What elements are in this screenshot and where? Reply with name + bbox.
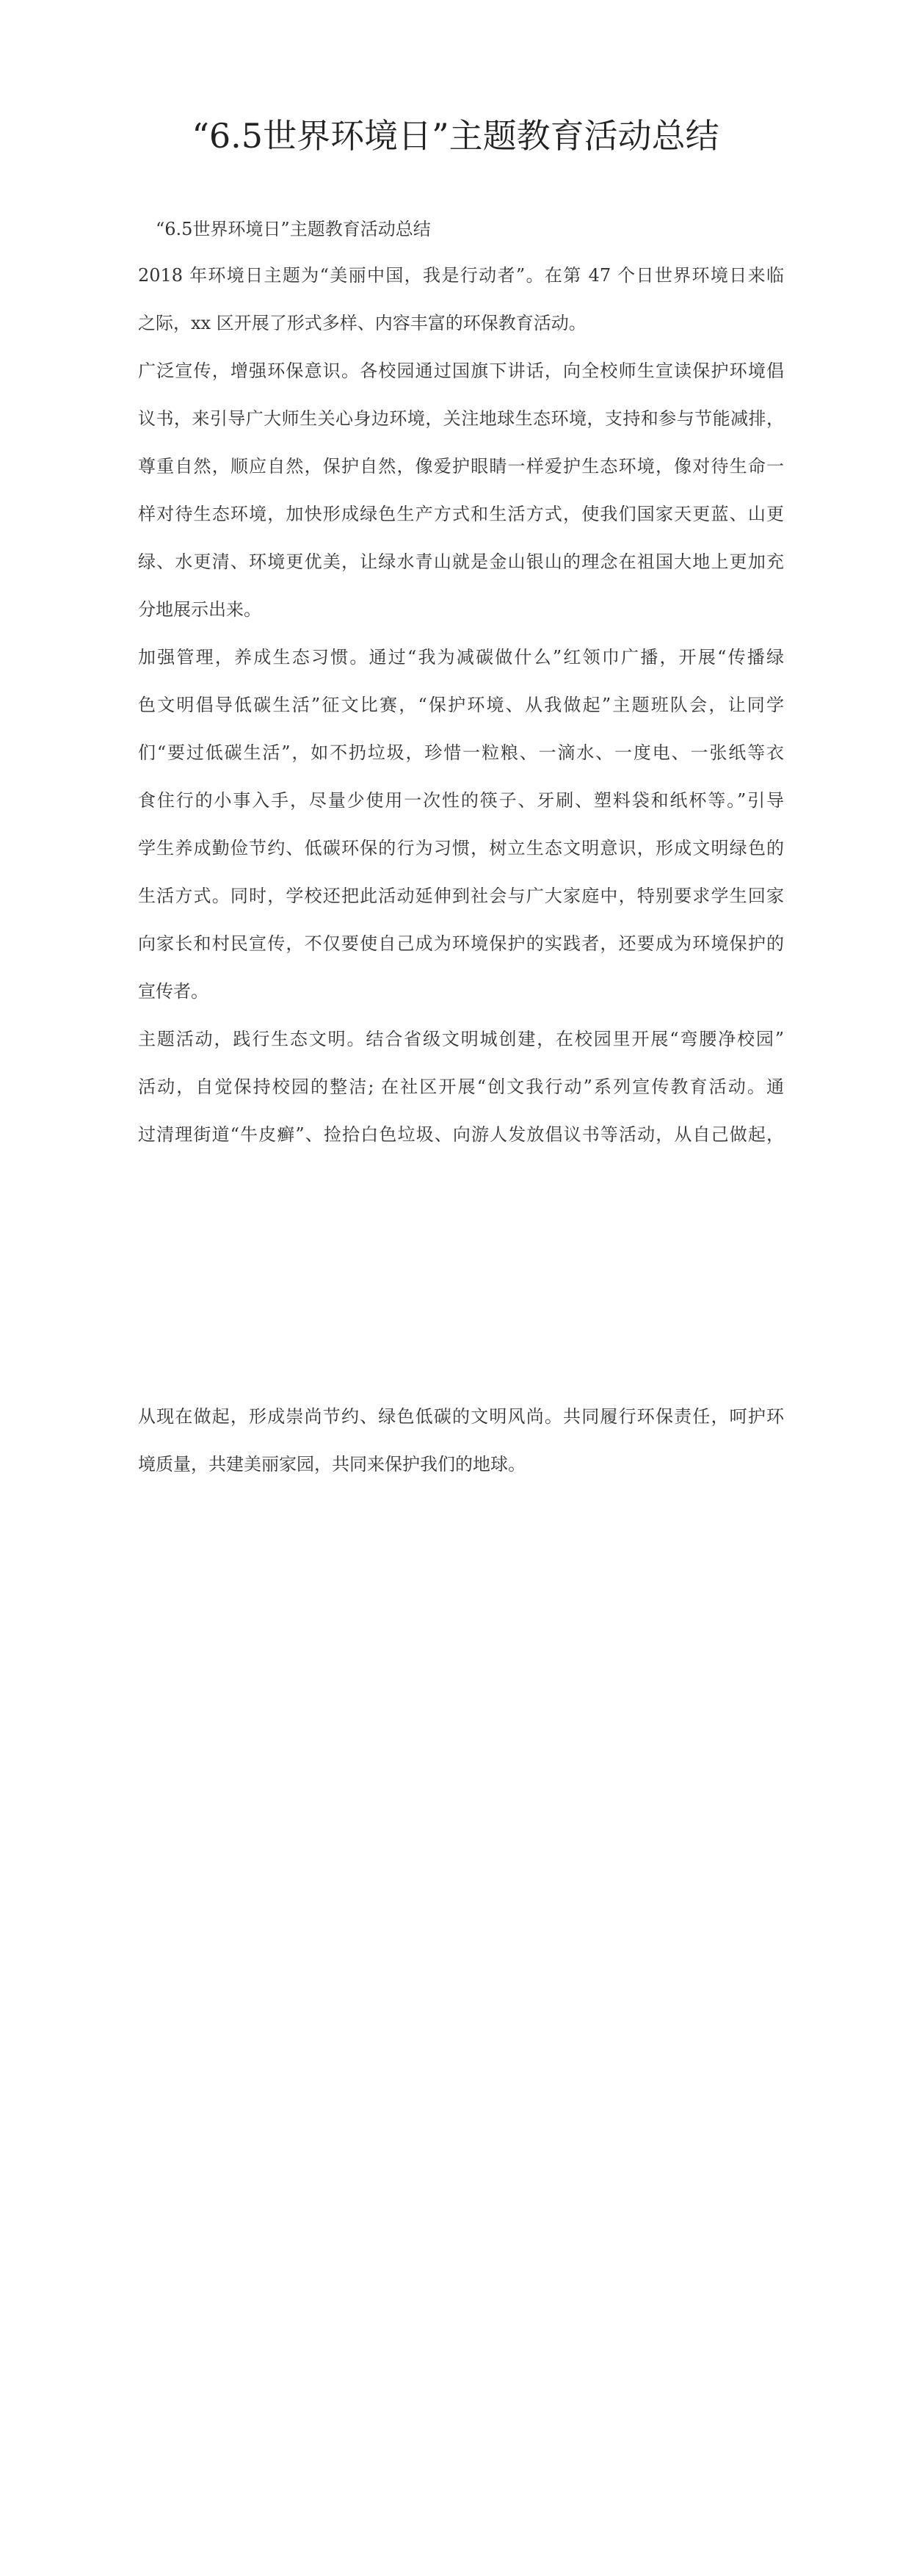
body-line: 过清理街道“牛皮癣”、捡拾白色垃圾、向游人发放倡议书等活动，从自己做起， bbox=[138, 1124, 784, 1145]
body-line: 尊重自然，顺应自然，保护自然，像爱护眼睛一样爱护生态环境，像对待生命一 bbox=[138, 456, 784, 477]
body-line: 色文明倡导低碳生活”征文比赛，“保护环境、从我做起”主题班队会，让同学 bbox=[138, 695, 784, 715]
body-line: 广泛宣传，增强环保意识。各校园通过国旗下讲话，向全校师生宣读保护环境倡 bbox=[138, 361, 784, 381]
body-text-block-2 bbox=[138, 1393, 784, 1488]
document-subtitle: “6.5世界环境日”主题教育活动总结 bbox=[156, 219, 431, 239]
body-line: 样对待生态环境，加快形成绿色生产方式和生活方式，使我们国家天更蓝、山更 bbox=[138, 504, 784, 524]
body-text-block-1 bbox=[138, 252, 784, 1159]
body-line: 绿、水更清、环境更优美，让绿水青山就是金山银山的理念在祖国大地上更加充 bbox=[138, 551, 784, 572]
body-line: 2018 年环境日主题为“美丽中国，我是行动者”。在第 47 个日世界环境日来临 bbox=[138, 265, 784, 286]
body-line: 从现在做起，形成崇尚节约、绿色低碳的文明风尚。共同履行环保责任，呵护环 bbox=[138, 1406, 784, 1427]
body-line: 议书，来引导广大师生关心身边环境，关注地球生态环境，支持和参与节能减排， bbox=[138, 408, 784, 429]
body-line: 生活方式。同时，学校还把此活动延伸到社会与广大家庭中，特别要求学生回家 bbox=[138, 886, 784, 906]
body-line: 加强管理，养成生态习惯。通过“我为减碳做什么”红领巾广播，开展“传播绿 bbox=[138, 647, 784, 667]
body-line: 境质量，共建美丽家园，共同来保护我们的地球。 bbox=[138, 1454, 526, 1475]
document-title: “6.5世界环境日”主题教育活动总结 bbox=[192, 116, 719, 156]
body-line: 主题活动，践行生态文明。结合省级文明城创建，在校园里开展“弯腰净校园” bbox=[138, 1029, 784, 1049]
body-line: 向家长和村民宣传，不仅要使自己成为环境保护的实践者，还要成为环境保护的 bbox=[138, 933, 784, 954]
body-line: 活动，自觉保持校园的整洁; 在社区开展“创文我行动”系列宣传教育活动。通 bbox=[138, 1077, 784, 1097]
body-line: 们“要过低碳生活”，如不扔垃圾，珍惜一粒粮、一滴水、一度电、一张纸等衣 bbox=[138, 742, 784, 763]
body-line: 分地展示出来。 bbox=[138, 599, 261, 620]
body-line: 宣传者。 bbox=[138, 981, 208, 1002]
body-line: 食住行的小事入手，尽量少使用一次性的筷子、牙刷、塑料袋和纸杯等。”引导 bbox=[138, 790, 784, 811]
body-line: 学生养成勤俭节约、低碳环保的行为习惯，树立生态文明意识，形成文明绿色的 bbox=[138, 838, 784, 858]
body-line: 之际，xx 区开展了形式多样、内容丰富的环保教育活动。 bbox=[138, 313, 587, 333]
